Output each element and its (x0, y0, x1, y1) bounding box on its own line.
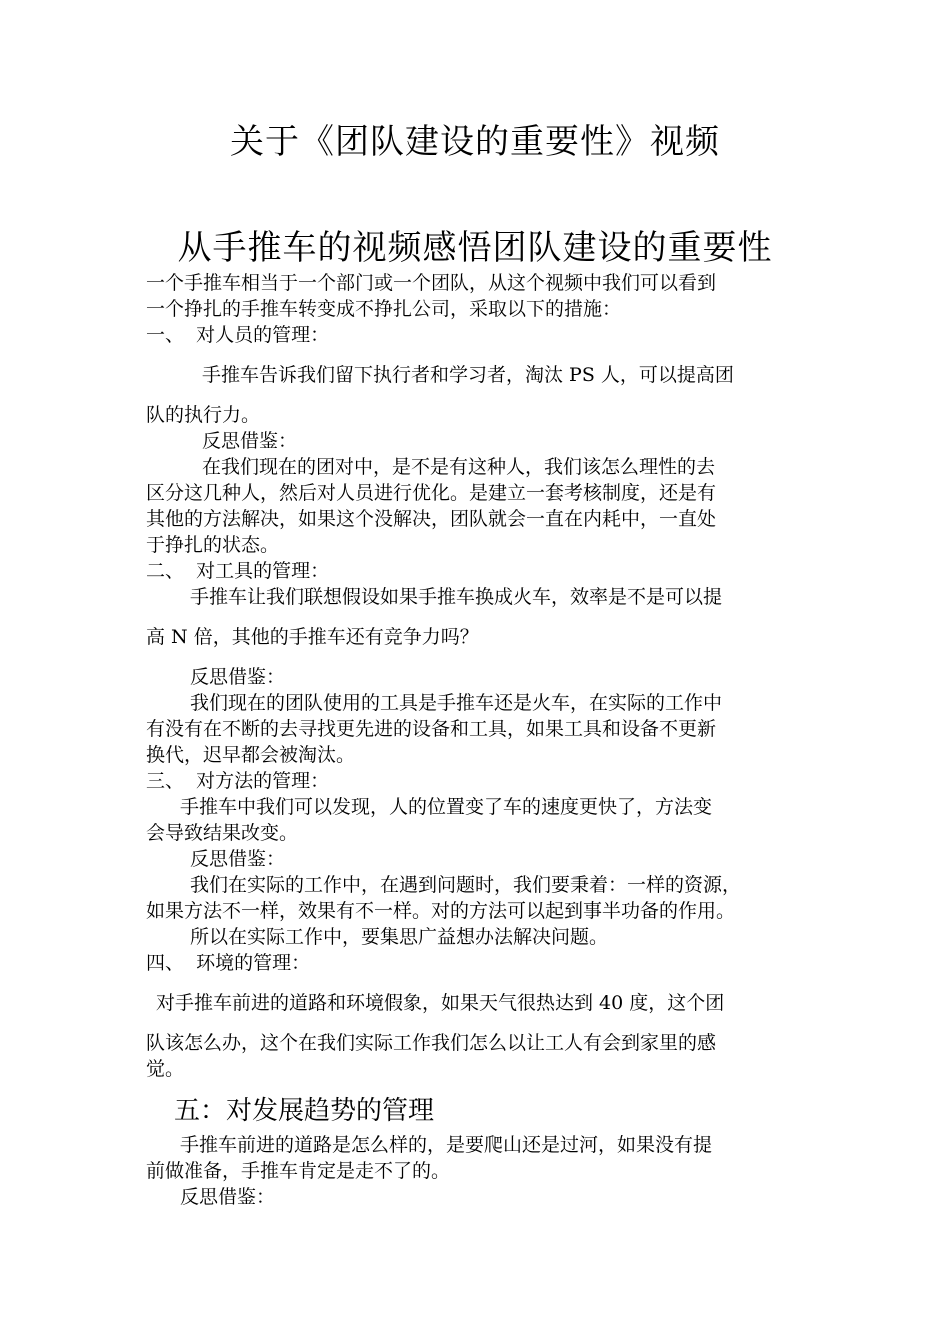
paragraph-line: 手推车前进的道路是怎么样的，是要爬山还是过河，如果没有提 (180, 1134, 713, 1156)
page-subtitle: 从手推车的视频感悟团队建设的重要性 (177, 228, 773, 268)
paragraph-line: 于挣扎的状态。 (146, 534, 280, 556)
paragraph-line: 觉。 (146, 1058, 185, 1080)
reflection-label: 反思借鉴： (180, 1186, 276, 1208)
reflection-label: 反思借鉴： (190, 666, 286, 688)
section-heading-1: 一、 对人员的管理： (146, 324, 330, 346)
paragraph-line: 我们在实际的工作中，在遇到问题时，我们要秉着：一样的资源， (190, 874, 742, 896)
paragraph-line: 换代，迟早都会被淘汰。 (146, 744, 356, 766)
section-heading-5: 五：对发展趋势的管理 (174, 1096, 435, 1126)
paragraph-line: 有没有在不断的去寻找更先进的设备和工具，如果工具和设备不更新 (146, 718, 717, 740)
section-heading-2: 二、 对工具的管理： (146, 560, 330, 582)
paragraph-line: 手推车让我们联想假设如果手推车换成火车，效率是不是可以提 (190, 586, 723, 608)
intro-line: 一个挣扎的手推车转变成不挣扎公司，采取以下的措施： (146, 298, 622, 320)
paragraph-line: 前做准备，手推车肯定是走不了的。 (146, 1160, 451, 1182)
paragraph-line: 区分这几种人，然后对人员进行优化。是建立一套考核制度，还是有 (146, 482, 717, 504)
reflection-label: 反思借鉴： (202, 430, 298, 452)
paragraph-line: 对手推车前进的道路和环境假象，如果天气很热达到 40 度，这个团 (156, 992, 725, 1014)
paragraph-line: 我们现在的团队使用的工具是手推车还是火车，在实际的工作中 (190, 692, 723, 714)
paragraph-line: 其他的方法解决，如果这个没解决，团队就会一直在内耗中，一直处 (146, 508, 717, 530)
paragraph-line: 会导致结果改变。 (146, 822, 299, 844)
paragraph-line: 高 N 倍，其他的手推车还有竞争力吗？ (146, 626, 479, 648)
paragraph-line: 手推车告诉我们留下执行者和学习者，淘汰 PS 人，可以提高团 (202, 364, 734, 386)
reflection-label: 反思借鉴： (190, 848, 286, 870)
paragraph-line: 队的执行力。 (146, 404, 261, 426)
paragraph-line: 在我们现在的团对中，是不是有这种人，我们该怎么理性的去 (202, 456, 716, 478)
section-heading-3: 三、 对方法的管理： (146, 770, 330, 792)
section-heading-4: 四、 环境的管理： (146, 952, 311, 974)
paragraph-line: 如果方法不一样，效果有不一样。对的方法可以起到事半功备的作用。 (146, 900, 736, 922)
page-title: 关于《团队建设的重要性》视频 (230, 122, 720, 162)
intro-line: 一个手推车相当于一个部门或一个团队，从这个视频中我们可以看到 (146, 272, 717, 294)
paragraph-line: 队该怎么办，这个在我们实际工作我们怎么以让工人有会到家里的感 (146, 1032, 717, 1054)
paragraph-line: 所以在实际工作中，要集思广益想办法解决问题。 (190, 926, 609, 948)
document-body (146, 270, 816, 1210)
paragraph-line: 手推车中我们可以发现，人的位置变了车的速度更快了，方法变 (180, 796, 713, 818)
